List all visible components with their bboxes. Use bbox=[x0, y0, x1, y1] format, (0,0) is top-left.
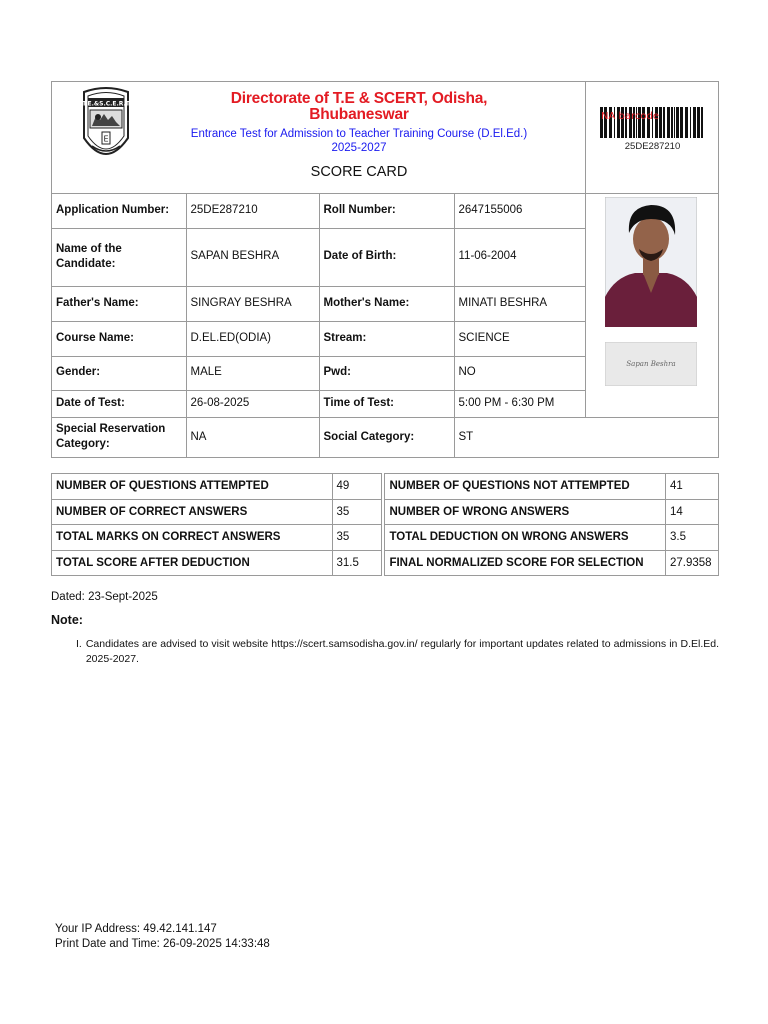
deduction-label: TOTAL DEDUCTION ON WRONG ANSWERS bbox=[385, 525, 666, 551]
barcode-bar bbox=[680, 107, 683, 138]
candidate-photo bbox=[605, 197, 697, 327]
barcode-bar bbox=[659, 107, 662, 138]
dob-label: Date of Birth: bbox=[319, 228, 454, 286]
candidate-details-table bbox=[52, 193, 718, 457]
social-category-value: ST bbox=[454, 417, 718, 457]
special-category-value: NA bbox=[186, 417, 319, 457]
barcode-bar bbox=[685, 107, 688, 138]
score-card bbox=[51, 81, 719, 458]
table-row bbox=[52, 499, 719, 525]
not-attempted-value: 41 bbox=[665, 474, 718, 500]
social-category-label: Social Category: bbox=[319, 417, 454, 457]
header-center bbox=[134, 82, 584, 193]
wrong-value: 14 bbox=[665, 499, 718, 525]
barcode-bar bbox=[671, 107, 673, 138]
gender-label: Gender: bbox=[52, 356, 186, 390]
special-category-label: Special Reservation Category: bbox=[52, 417, 186, 457]
normalized-score-value: 27.9358 bbox=[665, 550, 718, 576]
candidate-name-value: SAPAN BESHRA bbox=[186, 228, 319, 286]
barcode-bar bbox=[674, 107, 675, 138]
not-attempted-label: NUMBER OF QUESTIONS NOT ATTEMPTED bbox=[385, 474, 666, 500]
emblem-label: T.E.&S.C.E.R.T bbox=[82, 100, 130, 108]
note-list bbox=[76, 637, 719, 667]
dob-value: 11-06-2004 bbox=[454, 228, 585, 286]
print-date-time: Print Date and Time: 26-09-2025 14:33:48 bbox=[55, 938, 270, 950]
barcode-bar bbox=[690, 107, 691, 138]
barcode-overlay-text: NA barcode bbox=[601, 111, 659, 122]
barcode-box bbox=[585, 82, 719, 193]
score-table bbox=[51, 473, 719, 576]
gender-value: MALE bbox=[186, 356, 319, 390]
card-header bbox=[52, 82, 718, 194]
test-date-value: 26-08-2025 bbox=[186, 390, 319, 417]
dated-text: Dated: 23-Sept-2025 bbox=[51, 591, 158, 603]
barcode-bar bbox=[693, 107, 696, 138]
pwd-value: NO bbox=[454, 356, 585, 390]
father-name-value: SINGRAY BESHRA bbox=[186, 286, 319, 321]
list-item bbox=[76, 637, 719, 667]
application-number-value: 25DE287210 bbox=[186, 193, 319, 228]
candidate-name-label: Name of the Candidate: bbox=[52, 228, 186, 286]
emblem-letter: E bbox=[103, 134, 109, 144]
marks-label: TOTAL MARKS ON CORRECT ANSWERS bbox=[52, 525, 333, 551]
barcode-icon bbox=[599, 107, 707, 138]
barcode-bar bbox=[701, 107, 703, 138]
note-title: Note: bbox=[51, 613, 83, 627]
course-label: Course Name: bbox=[52, 321, 186, 356]
photo-signature-cell bbox=[585, 193, 718, 417]
deduction-value: 3.5 bbox=[665, 525, 718, 551]
roll-number-label: Roll Number: bbox=[319, 193, 454, 228]
stream-label: Stream: bbox=[319, 321, 454, 356]
candidate-signature bbox=[605, 342, 697, 386]
test-date-label: Date of Test: bbox=[52, 390, 186, 417]
attempted-value: 49 bbox=[332, 474, 382, 500]
barcode-bar bbox=[663, 107, 665, 138]
barcode-value: 25DE287210 bbox=[624, 141, 681, 152]
test-time-value: 5:00 PM - 6:30 PM bbox=[454, 390, 585, 417]
table-row bbox=[52, 550, 719, 576]
total-score-label: TOTAL SCORE AFTER DEDUCTION bbox=[52, 550, 333, 576]
table-row bbox=[52, 474, 719, 500]
attempted-label: NUMBER OF QUESTIONS ATTEMPTED bbox=[52, 474, 333, 500]
mother-name-value: MINATI BESHRA bbox=[454, 286, 585, 321]
note-number: I. bbox=[76, 638, 82, 650]
stream-value: SCIENCE bbox=[454, 321, 585, 356]
signature-text: Sapan Beshra bbox=[625, 360, 676, 368]
application-number-label: Application Number: bbox=[52, 193, 186, 228]
pwd-label: Pwd: bbox=[319, 356, 454, 390]
signature-image bbox=[605, 342, 697, 386]
barcode-bar bbox=[667, 107, 670, 138]
organization-name: Directorate of T.E & SCERT, Odisha, Bhubaneswar bbox=[230, 90, 488, 123]
test-time-label: Time of Test: bbox=[319, 390, 454, 417]
page-title: SCORE CARD bbox=[310, 164, 408, 180]
marks-value: 35 bbox=[332, 525, 382, 551]
father-name-label: Father's Name: bbox=[52, 286, 186, 321]
scert-emblem-icon bbox=[78, 86, 134, 166]
table-row bbox=[52, 417, 718, 457]
normalized-score-label: FINAL NORMALIZED SCORE FOR SELECTION bbox=[385, 550, 666, 576]
roll-number-value: 2647155006 bbox=[454, 193, 585, 228]
mother-name-label: Mother's Name: bbox=[319, 286, 454, 321]
ip-address: Your IP Address: 49.42.141.147 bbox=[55, 923, 217, 935]
note-text: Candidates are advised to visit website https://scert.samsodisha.gov.in/ regularly for important updates related to admissions in D.El.Ed. 2025-2027. bbox=[85, 638, 719, 665]
exam-name: Entrance Test for Admission to Teacher Training Course (D.El.Ed.) 2025-2027 bbox=[190, 128, 528, 154]
barcode-bar bbox=[676, 107, 679, 138]
correct-value: 35 bbox=[332, 499, 382, 525]
total-score-value: 31.5 bbox=[332, 550, 382, 576]
table-row bbox=[52, 193, 718, 228]
course-value: D.EL.ED(ODIA) bbox=[186, 321, 319, 356]
correct-label: NUMBER OF CORRECT ANSWERS bbox=[52, 499, 333, 525]
wrong-label: NUMBER OF WRONG ANSWERS bbox=[385, 499, 666, 525]
barcode-bar bbox=[697, 107, 700, 138]
table-row bbox=[52, 525, 719, 551]
